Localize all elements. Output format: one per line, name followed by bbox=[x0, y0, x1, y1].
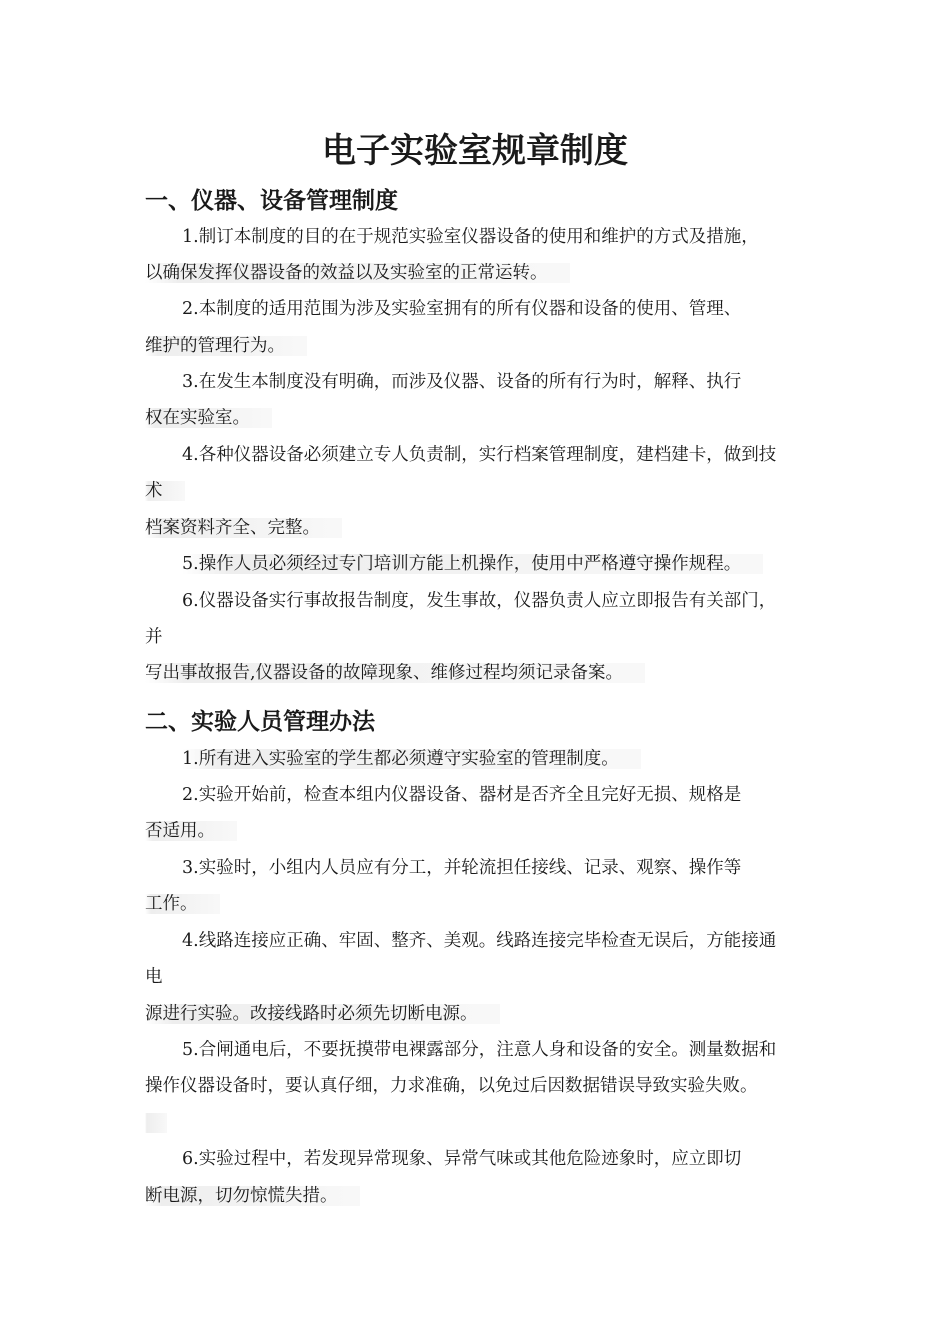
paragraph-line: 档案资料齐全、完整。 bbox=[145, 515, 342, 541]
paragraph-line bbox=[145, 1110, 167, 1136]
paragraph-line: 1.所有进入实验室的学生都必须遵守实验室的管理制度。 bbox=[182, 746, 641, 772]
paragraph-line: 1.制订本制度的目的在于规范实验室仪器设备的使用和维护的方式及措施， bbox=[182, 227, 759, 247]
paragraph-line: 并 bbox=[145, 627, 163, 647]
paragraph-line: 4.线路连接应正确、牢固、整齐、美观。线路连接完毕检查无误后，方能接通 bbox=[182, 931, 777, 951]
paragraph-line: 源进行实验。改接线路时必须先切断电源。 bbox=[145, 1001, 500, 1027]
paragraph-line: 电 bbox=[145, 967, 163, 987]
paragraph-line: 写出事故报告,仪器设备的故障现象、维修过程均须记录备案。 bbox=[145, 660, 645, 686]
paragraph-line: 2.本制度的适用范围为涉及实验室拥有的所有仪器和设备的使用、管理、 bbox=[182, 299, 742, 319]
paragraph-line: 术 bbox=[145, 478, 185, 504]
paragraph-line: 2.实验开始前，检查本组内仪器设备、器材是否齐全且完好无损、规格是 bbox=[182, 785, 742, 805]
page-title: 电子实验室规章制度 bbox=[322, 131, 628, 171]
paragraph-line: 维护的管理行为。 bbox=[145, 333, 307, 359]
paragraph-line: 3.实验时，小组内人员应有分工，并轮流担任接线、记录、观察、操作等 bbox=[182, 858, 742, 878]
paragraph-line: 断电源，切勿惊慌失措。 bbox=[145, 1183, 360, 1209]
section-heading-1: 一、仪器、设备管理制度 bbox=[145, 188, 398, 214]
paragraph-line: 3.在发生本制度没有明确，而涉及仪器、设备的所有行为时，解释、执行 bbox=[182, 372, 742, 392]
paragraph-line: 4.各种仪器设备必须建立专人负责制，实行档案管理制度，建档建卡，做到技 bbox=[182, 445, 777, 465]
section-heading-2: 二、实验人员管理办法 bbox=[145, 709, 375, 735]
paragraph-line: 权在实验室。 bbox=[145, 405, 272, 431]
paragraph-line: 工作。 bbox=[145, 891, 220, 917]
paragraph-line: 6.仪器设备实行事故报告制度，发生事故，仪器负责人应立即报告有关部门， bbox=[182, 591, 777, 611]
paragraph-line: 5.合闸通电后，不要抚摸带电裸露部分，注意人身和设备的安全。测量数据和 bbox=[182, 1040, 777, 1060]
paragraph-line: 操作仪器设备时，要认真仔细，力求准确，以免过后因数据错误导致实验失败。 bbox=[145, 1076, 758, 1096]
paragraph-line: 否适用。 bbox=[145, 818, 237, 844]
paragraph-line: 以确保发挥仪器设备的效益以及实验室的正常运转。 bbox=[145, 260, 570, 286]
paragraph-line: 5.操作人员必须经过专门培训方能上机操作，使用中严格遵守操作规程。 bbox=[182, 551, 763, 577]
paragraph-line: 6.实验过程中，若发现异常现象、异常气味或其他危险迹象时，应立即切 bbox=[182, 1149, 742, 1169]
